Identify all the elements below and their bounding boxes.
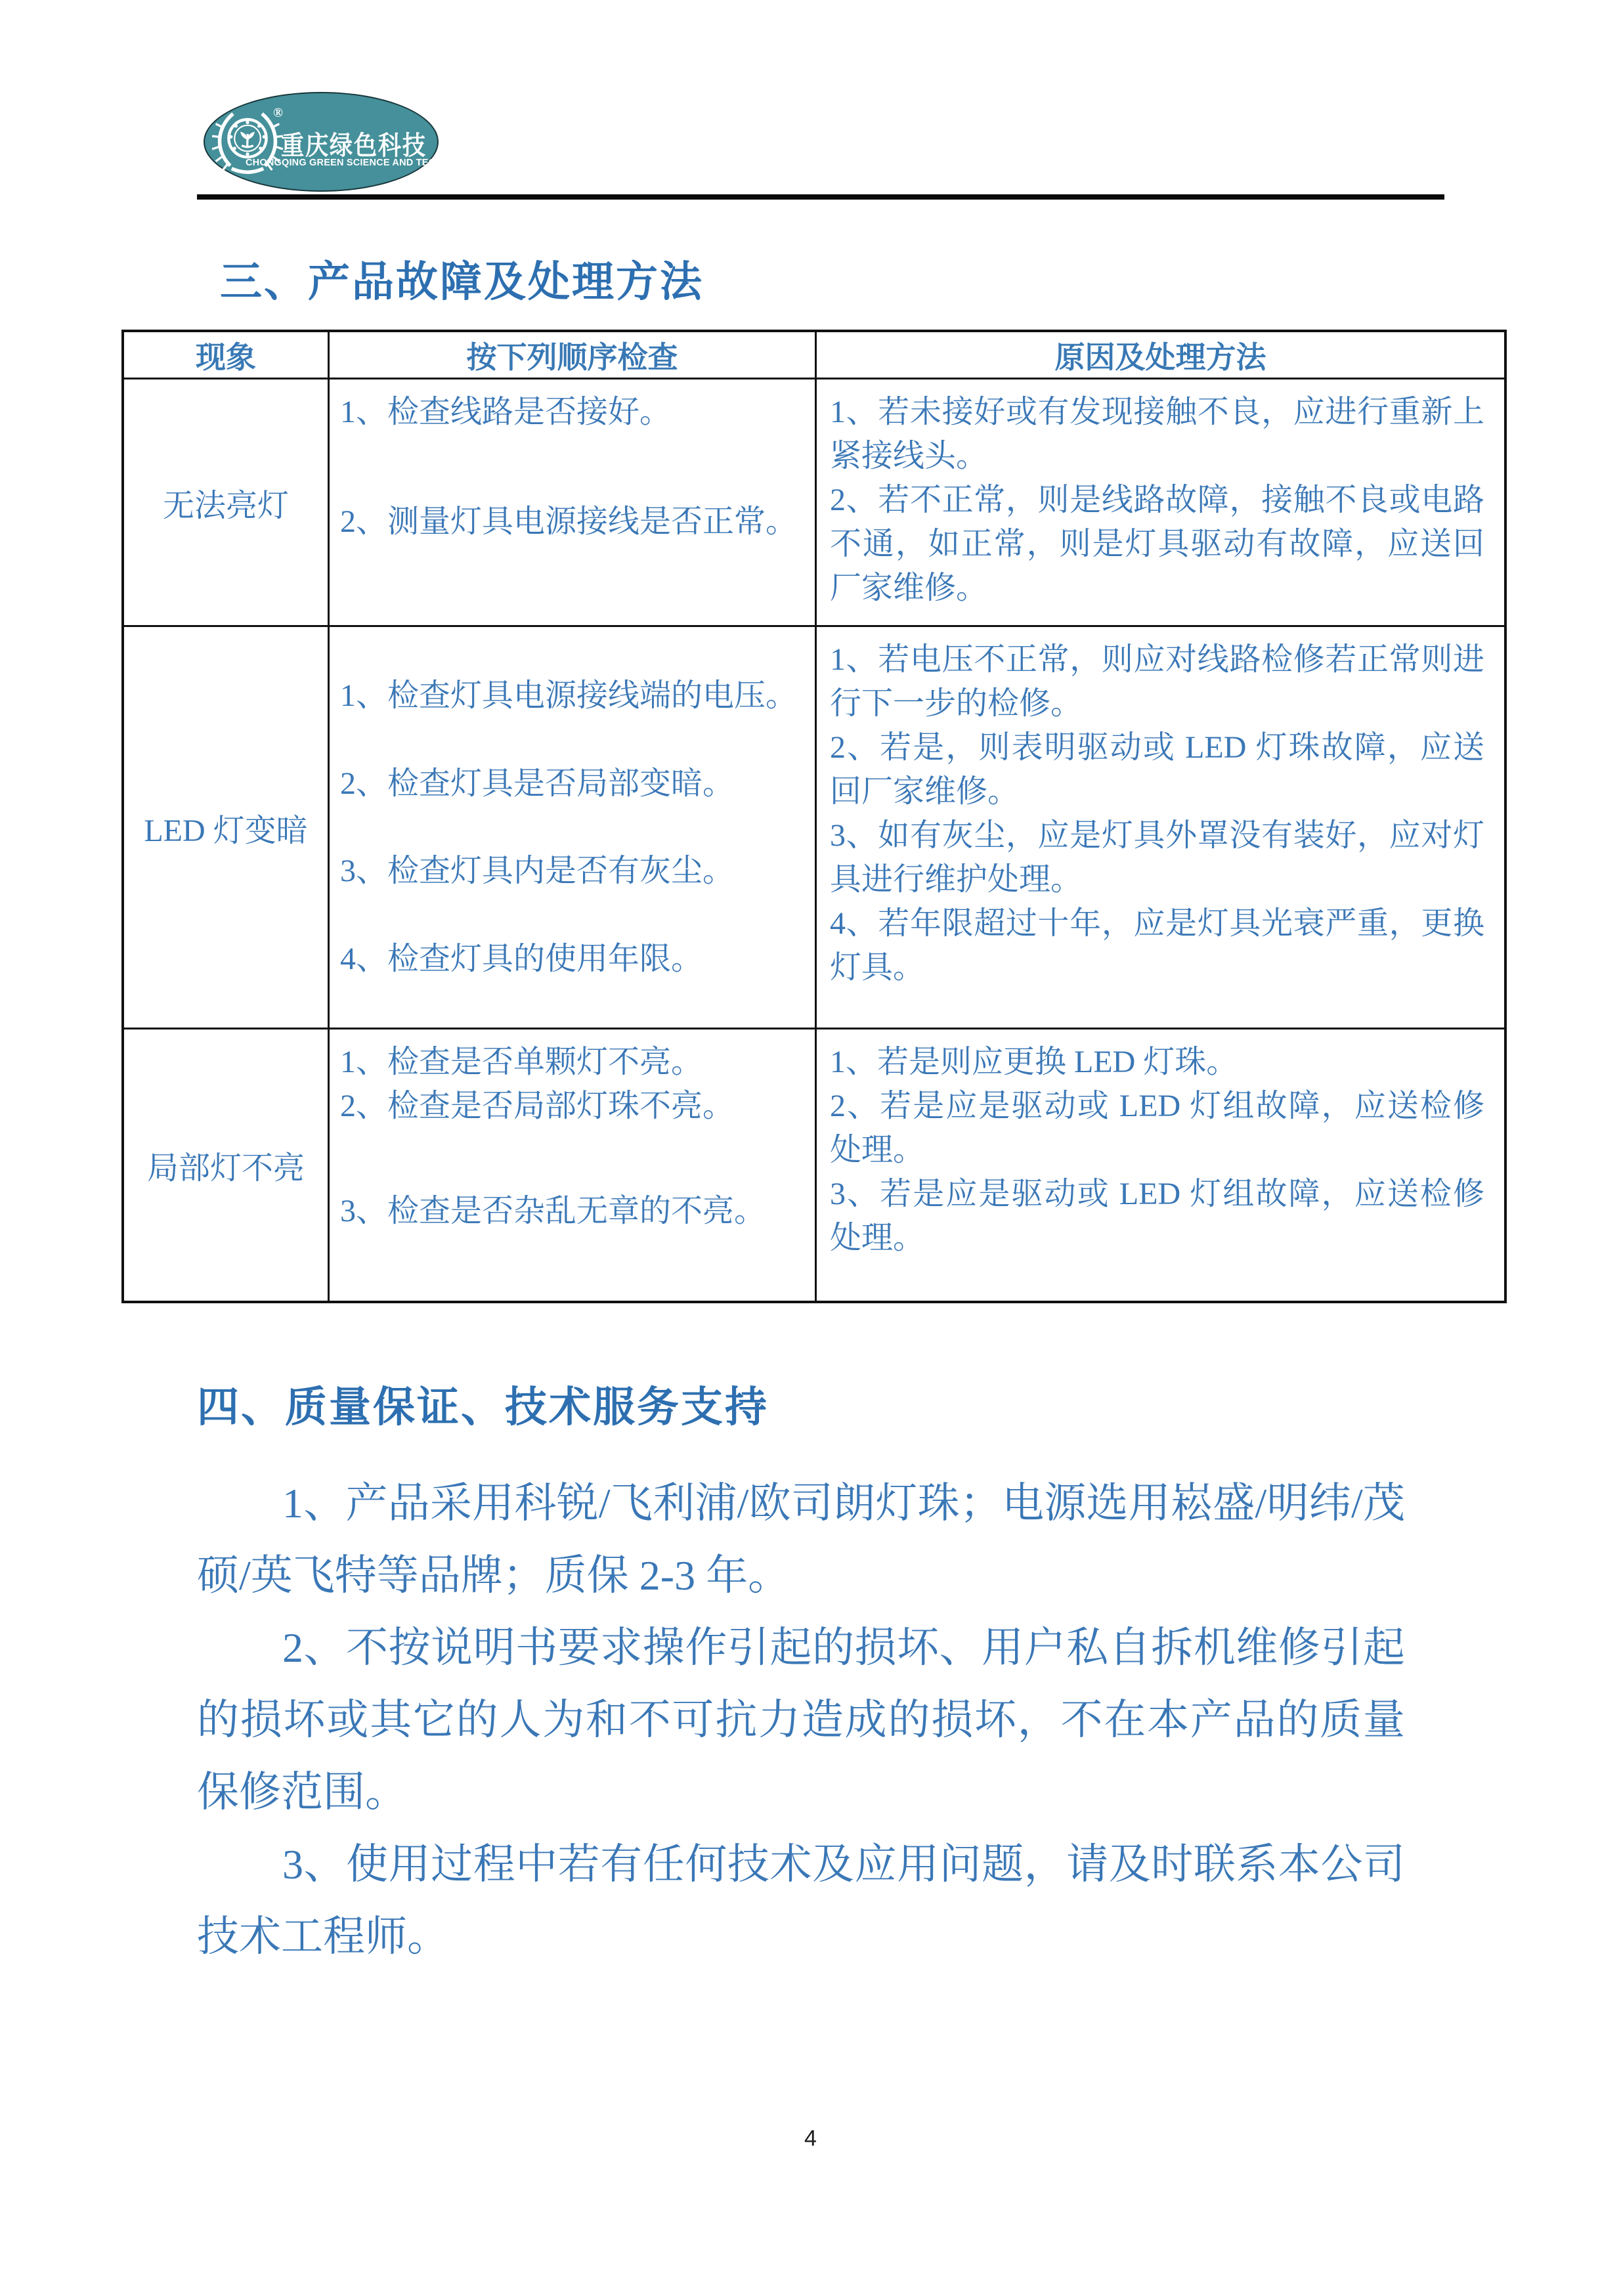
cause-item: 4、若年限超过十年，应是灯具光衰严重，更换灯具。 <box>830 906 1484 985</box>
cause-item: 2、若是，则表明驱动或 LED 灯珠故障，应送回厂家维修。 <box>830 730 1484 809</box>
check-item: 1、检查线路是否接好。 <box>340 395 672 429</box>
cause-item: 1、若是则应更换 LED 灯珠。 <box>830 1045 1238 1079</box>
page-number: 4 <box>804 2126 817 2151</box>
table-row3-checks <box>330 1029 817 1301</box>
logo-brand-chinese: 重庆绿色科技 <box>281 131 427 160</box>
section3-title: 三、产品故障及处理方法 <box>220 259 704 305</box>
table-row3-phenomenon: 局部灯不亮 <box>124 1029 330 1301</box>
logo-brand-english: CHONGQING GREEN SCIENCE AND TECHNOLOG <box>246 158 479 168</box>
registered-trademark-icon: ® <box>273 106 283 120</box>
cause-item: 2、若是应是驱动或 LED 灯组故障，应送检修处理。 <box>830 1089 1484 1167</box>
paragraph: 1、产品采用科锐/飞利浦/欧司朗灯珠；电源选用崧盛/明纬/茂硕/英飞特等品牌；质保 2-3 年。 <box>197 1480 1405 1599</box>
table-header-checks: 按下列顺序检查 <box>330 332 817 379</box>
check-item: 2、检查灯具是否局部变暗。 <box>340 766 735 801</box>
table-row3-causes <box>817 1029 1504 1301</box>
paragraph: 2、不按说明书要求操作引起的损坏、用户私自拆机维修引起的损坏或其它的人为和不可抗力造成的损坏，不在本产品的质量保修范围。 <box>197 1624 1405 1815</box>
header-divider <box>197 194 1444 200</box>
check-item: 3、检查是否杂乱无章的不亮。 <box>340 1194 766 1228</box>
table-row1-causes <box>817 379 1504 627</box>
check-item: 3、检查灯具内是否有灰尘。 <box>340 854 735 889</box>
cause-item: 1、若未接好或有发现接触不良，应进行重新上紧接线头。 <box>830 395 1484 473</box>
fault-table <box>121 330 1507 1303</box>
cause-item: 3、如有灰尘，应是灯具外罩没有装好，应对灯具进行维护处理。 <box>830 818 1484 897</box>
table-row2-phenomenon: LED 灯变暗 <box>124 627 330 1029</box>
table-row2-checks <box>330 627 817 1029</box>
check-item: 1、检查灯具电源接线端的电压。 <box>340 678 798 713</box>
cause-item: 1、若电压不正常，则应对线路检修若正常则进行下一步的检修。 <box>830 642 1484 721</box>
table-row2-causes <box>817 627 1504 1029</box>
table-header-phenomenon: 现象 <box>124 332 330 379</box>
check-item: 1、检查是否单颗灯不亮。 <box>340 1045 703 1079</box>
paragraph: 3、使用过程中若有任何技术及应用问题，请及时联系本公司技术工程师。 <box>197 1841 1405 1960</box>
cause-item: 2、若不正常，则是线路故障，接触不良或电路不通，如正常，则是灯具驱动有故障，应送回厂家维修。 <box>830 483 1484 605</box>
cause-item: 3、若是应是驱动或 LED 灯组故障，应送检修处理。 <box>830 1177 1484 1255</box>
check-item: 4、检查灯具的使用年限。 <box>340 942 703 977</box>
check-item: 2、检查是否局部灯珠不亮。 <box>340 1089 735 1123</box>
company-logo <box>204 92 479 192</box>
section4-title: 四、质量保证、技术服务支持 <box>197 1384 769 1431</box>
section4-paragraphs <box>197 1467 1405 1973</box>
table-row1-phenomenon: 无法亮灯 <box>124 379 330 627</box>
table-row1-checks <box>330 379 817 627</box>
table-header-causes: 原因及处理方法 <box>817 332 1504 379</box>
check-item: 2、测量灯具电源接线是否正常。 <box>340 504 798 539</box>
